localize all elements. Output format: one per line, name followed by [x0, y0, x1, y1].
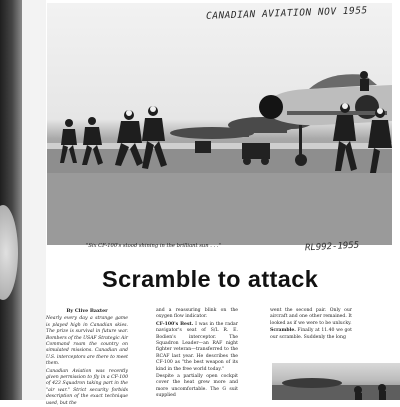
subhead-cf100-best: CF-100's Best. [156, 321, 194, 327]
column-3-paragraph-1: went the second pair. Only our aircraft and one other remained. It looked as if we were to be unlucky. [270, 308, 352, 326]
article-column-2 [156, 308, 238, 400]
secondary-photo-illustration [272, 363, 400, 400]
article-column-3 [270, 308, 352, 360]
article-headline: Scramble to attack [102, 266, 319, 292]
article-column-1 [46, 308, 128, 406]
intro-paragraph: Nearly every day a strange game is played high in Canadian skies. The prize is survival in future war. Bombers of the USAF Strategic Air Command roam the country on simulated missions. Canadian and U.S. interceptors are there to meet them. [46, 316, 128, 367]
column-2-body: I was in the radar navigator's seat of S/L R. E. Bodien's interceptor. The Squadron Leader—an RAF night fighter veteran—transferred to the RCAF last year. He describes the CF-100 as "the best weapon of its kind in the free world today." [156, 321, 238, 372]
handwritten-source-note: CANADIAN AVIATION NOV 1955 [206, 5, 369, 22]
left-page-edge [0, 0, 22, 400]
byline: By Clive Baxter [66, 308, 108, 314]
facing-page-photo-fragment [0, 205, 18, 300]
column-3-body: Finally at 11.40 we got our scramble. Suddenly the long [270, 328, 352, 340]
column-2-paragraph-2: Despite a partially open cockpit cover the heat grew more and more uncomfortable. The G suit supplied [156, 374, 238, 399]
intro-paragraph-2: Canadian Aviation was recently given permission to fly in a CF-100 of 423 Squadron taking part in the "air war." Strict security forbids description of the exact technique used, but the [46, 368, 128, 406]
secondary-photo-fragment [272, 363, 400, 400]
column-2-paragraph-1 [156, 322, 238, 373]
page-gutter [22, 0, 46, 400]
subhead-scramble: Scramble. [270, 328, 296, 334]
pilots-running-to-jets-illustration [47, 3, 392, 245]
photo-caption: "Six CF-100's stood shining in the brilliant sun . . ." [86, 243, 221, 249]
column-3-paragraph-2 [270, 328, 352, 341]
handwritten-reference-number: RL992-1955 [304, 240, 360, 254]
lead-photo [47, 3, 392, 245]
column-2-lead: and a reassuring blink on the oxygen flow indicator. [156, 308, 238, 320]
